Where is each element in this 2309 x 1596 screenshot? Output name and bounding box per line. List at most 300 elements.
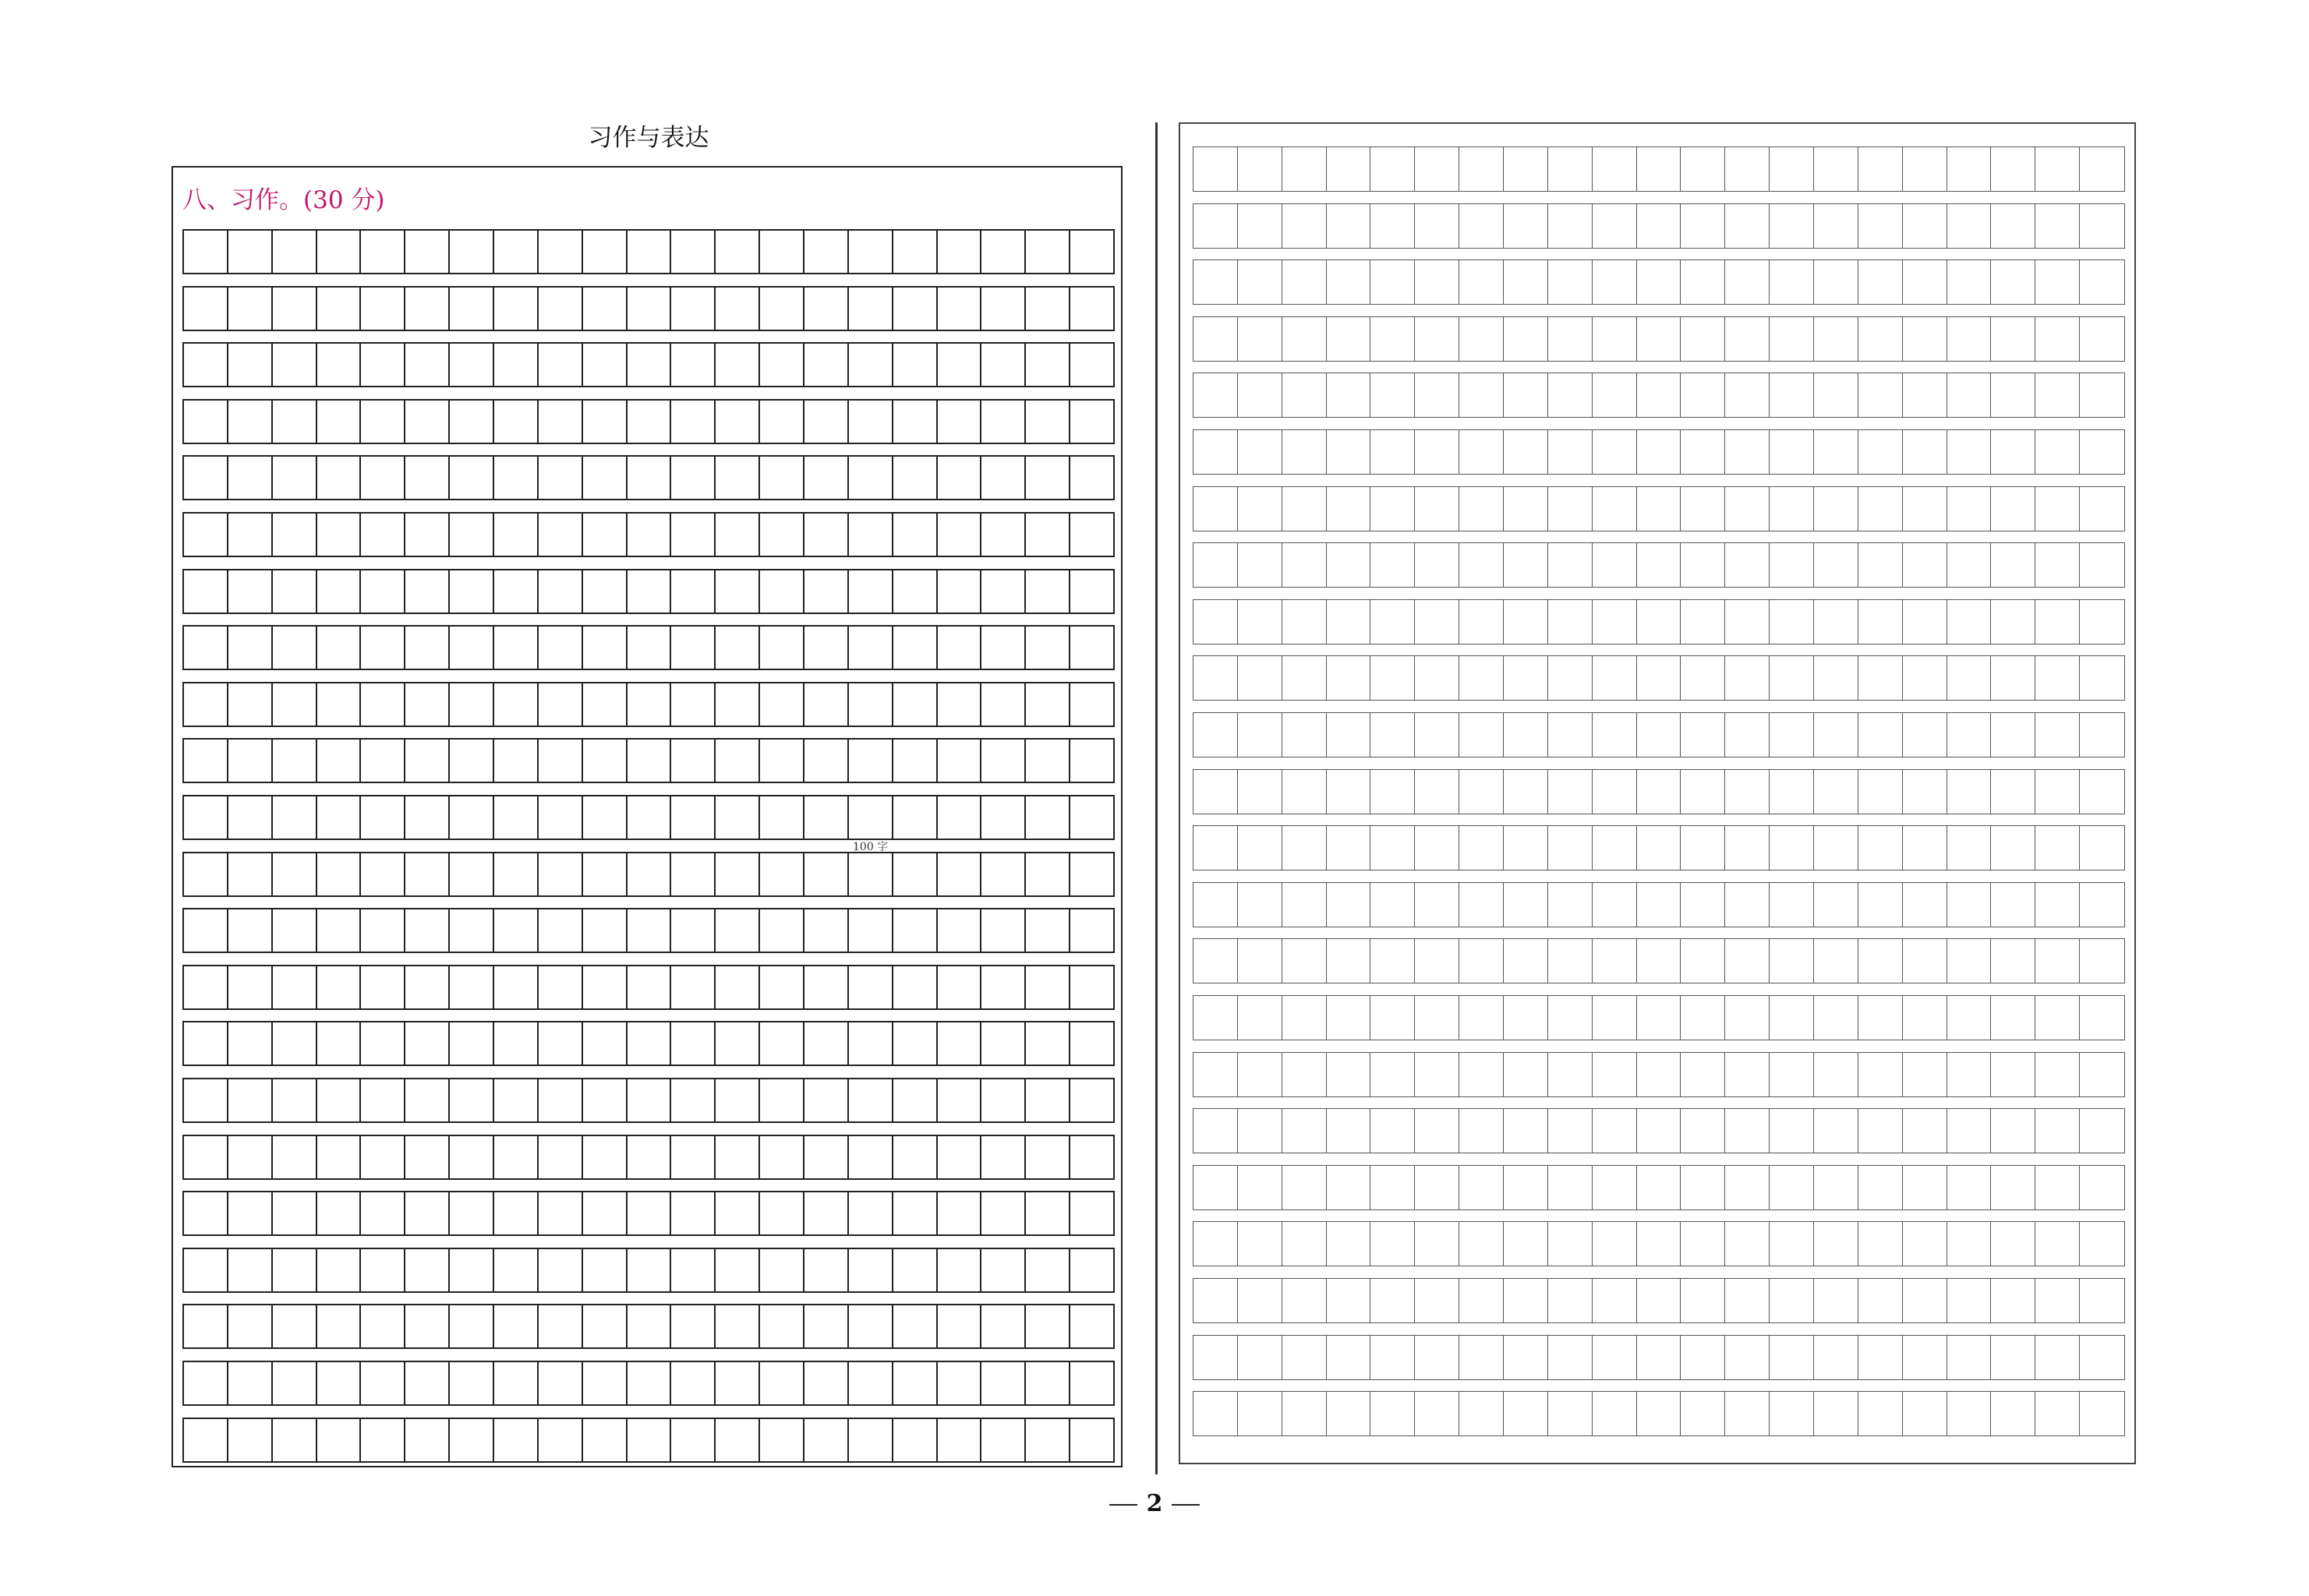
writing-cell[interactable] — [1636, 373, 1682, 418]
writing-cell[interactable] — [1769, 1278, 1815, 1323]
writing-cell[interactable] — [980, 1191, 1026, 1236]
writing-cell[interactable] — [537, 852, 583, 897]
writing-cell[interactable] — [847, 1021, 893, 1066]
writing-cell[interactable] — [803, 1361, 849, 1406]
writing-cell[interactable] — [758, 1078, 804, 1123]
writing-cell[interactable] — [758, 625, 804, 670]
writing-cell[interactable] — [1237, 373, 1283, 418]
writing-cell[interactable] — [892, 738, 938, 783]
writing-cell[interactable] — [714, 1418, 760, 1463]
writing-cell[interactable] — [537, 682, 583, 727]
writing-cell[interactable] — [892, 1248, 938, 1293]
writing-cell[interactable] — [1237, 1335, 1283, 1380]
writing-cell[interactable] — [2035, 1335, 2081, 1380]
writing-cell[interactable] — [1503, 655, 1549, 701]
writing-cell[interactable] — [1547, 1221, 1593, 1266]
writing-cell[interactable] — [404, 286, 450, 331]
writing-cell[interactable] — [582, 795, 628, 840]
writing-cell[interactable] — [1414, 316, 1460, 362]
writing-cell[interactable] — [1503, 260, 1549, 305]
writing-cell[interactable] — [980, 1361, 1026, 1406]
writing-cell[interactable] — [582, 455, 628, 500]
writing-cell[interactable] — [316, 625, 362, 670]
writing-cell[interactable] — [182, 1021, 228, 1066]
writing-cell[interactable] — [1459, 882, 1505, 927]
writing-cell[interactable] — [2079, 203, 2125, 249]
writing-cell[interactable] — [1024, 512, 1070, 557]
writing-cell[interactable] — [1237, 769, 1283, 814]
writing-cell[interactable] — [892, 1191, 938, 1236]
writing-cell[interactable] — [359, 852, 405, 897]
writing-cell[interactable] — [1282, 882, 1328, 927]
writing-cell[interactable] — [1024, 1248, 1070, 1293]
writing-cell[interactable] — [1902, 542, 1948, 588]
writing-cell[interactable] — [1902, 1391, 1948, 1436]
writing-cell[interactable] — [758, 455, 804, 500]
writing-cell[interactable] — [1547, 1335, 1593, 1380]
writing-cell[interactable] — [1414, 1221, 1460, 1266]
writing-cell[interactable] — [582, 1021, 628, 1066]
writing-cell[interactable] — [1990, 1278, 2036, 1323]
writing-cell[interactable] — [2035, 1278, 2081, 1323]
writing-cell[interactable] — [1370, 486, 1416, 531]
writing-cell[interactable] — [758, 399, 804, 444]
writing-cell[interactable] — [803, 342, 849, 387]
writing-cell[interactable] — [1724, 599, 1770, 644]
writing-cell[interactable] — [847, 852, 893, 897]
writing-cell[interactable] — [847, 1304, 893, 1349]
writing-cell[interactable] — [1193, 599, 1239, 644]
writing-cell[interactable] — [359, 1361, 405, 1406]
writing-cell[interactable] — [1459, 486, 1505, 531]
writing-cell[interactable] — [980, 1304, 1026, 1349]
writing-cell[interactable] — [1459, 373, 1505, 418]
writing-cell[interactable] — [1069, 512, 1115, 557]
writing-cell[interactable] — [1326, 373, 1372, 418]
writing-cell[interactable] — [847, 1135, 893, 1180]
writing-cell[interactable] — [1902, 1335, 1948, 1380]
writing-cell[interactable] — [1326, 712, 1372, 757]
writing-cell[interactable] — [1024, 908, 1070, 953]
writing-cell[interactable] — [1813, 1108, 1859, 1153]
writing-cell[interactable] — [2035, 429, 2081, 475]
writing-cell[interactable] — [1547, 995, 1593, 1040]
writing-cell[interactable] — [2035, 769, 2081, 814]
writing-cell[interactable] — [847, 1078, 893, 1123]
writing-cell[interactable] — [582, 1361, 628, 1406]
writing-cell[interactable] — [1724, 486, 1770, 531]
writing-cell[interactable] — [1193, 1108, 1239, 1153]
writing-cell[interactable] — [1326, 938, 1372, 983]
writing-cell[interactable] — [1636, 995, 1682, 1040]
writing-cell[interactable] — [271, 1248, 317, 1293]
writing-cell[interactable] — [1503, 1221, 1549, 1266]
writing-cell[interactable] — [1370, 316, 1416, 362]
writing-cell[interactable] — [892, 229, 938, 274]
writing-cell[interactable] — [316, 682, 362, 727]
writing-cell[interactable] — [847, 625, 893, 670]
writing-cell[interactable] — [493, 682, 539, 727]
writing-cell[interactable] — [758, 569, 804, 614]
writing-cell[interactable] — [1769, 995, 1815, 1040]
writing-cell[interactable] — [2079, 1221, 2125, 1266]
writing-cell[interactable] — [1769, 1052, 1815, 1097]
writing-cell[interactable] — [714, 738, 760, 783]
writing-cell[interactable] — [227, 682, 273, 727]
writing-cell[interactable] — [1069, 1418, 1115, 1463]
writing-cell[interactable] — [2079, 486, 2125, 531]
writing-cell[interactable] — [1459, 316, 1505, 362]
writing-cell[interactable] — [1459, 1165, 1505, 1210]
writing-cell[interactable] — [1636, 1391, 1682, 1436]
writing-cell[interactable] — [1193, 1391, 1239, 1436]
writing-cell[interactable] — [1237, 655, 1283, 701]
writing-cell[interactable] — [670, 342, 716, 387]
writing-cell[interactable] — [1990, 599, 2036, 644]
writing-cell[interactable] — [980, 569, 1026, 614]
writing-cell[interactable] — [1414, 260, 1460, 305]
writing-cell[interactable] — [1193, 1052, 1239, 1097]
writing-cell[interactable] — [359, 229, 405, 274]
writing-cell[interactable] — [1592, 769, 1638, 814]
writing-cell[interactable] — [1769, 1221, 1815, 1266]
writing-cell[interactable] — [448, 512, 494, 557]
writing-cell[interactable] — [1680, 825, 1726, 870]
writing-cell[interactable] — [1414, 882, 1460, 927]
writing-cell[interactable] — [2079, 1278, 2125, 1323]
writing-cell[interactable] — [847, 682, 893, 727]
writing-cell[interactable] — [271, 625, 317, 670]
writing-cell[interactable] — [1237, 1052, 1283, 1097]
writing-cell[interactable] — [271, 908, 317, 953]
writing-cell[interactable] — [448, 1021, 494, 1066]
writing-cell[interactable] — [1282, 769, 1328, 814]
writing-cell[interactable] — [448, 342, 494, 387]
writing-cell[interactable] — [537, 908, 583, 953]
writing-cell[interactable] — [316, 455, 362, 500]
writing-cell[interactable] — [1414, 1165, 1460, 1210]
writing-cell[interactable] — [537, 229, 583, 274]
writing-cell[interactable] — [1680, 1052, 1726, 1097]
writing-cell[interactable] — [1370, 1052, 1416, 1097]
writing-cell[interactable] — [1414, 486, 1460, 531]
writing-cell[interactable] — [182, 286, 228, 331]
writing-cell[interactable] — [1680, 1278, 1726, 1323]
writing-cell[interactable] — [1724, 712, 1770, 757]
writing-cell[interactable] — [404, 1418, 450, 1463]
writing-cell[interactable] — [1282, 1221, 1328, 1266]
writing-cell[interactable] — [936, 795, 982, 840]
writing-cell[interactable] — [980, 852, 1026, 897]
writing-cell[interactable] — [1282, 486, 1328, 531]
writing-cell[interactable] — [1282, 1391, 1328, 1436]
writing-cell[interactable] — [182, 1361, 228, 1406]
writing-cell[interactable] — [670, 286, 716, 331]
writing-cell[interactable] — [1069, 1248, 1115, 1293]
writing-cell[interactable] — [1592, 429, 1638, 475]
writing-cell[interactable] — [980, 738, 1026, 783]
writing-cell[interactable] — [1636, 882, 1682, 927]
writing-cell[interactable] — [1680, 429, 1726, 475]
writing-cell[interactable] — [1858, 147, 1904, 192]
writing-cell[interactable] — [404, 625, 450, 670]
writing-cell[interactable] — [227, 738, 273, 783]
writing-cell[interactable] — [847, 1248, 893, 1293]
writing-cell[interactable] — [448, 1191, 494, 1236]
writing-cell[interactable] — [758, 852, 804, 897]
writing-cell[interactable] — [448, 1248, 494, 1293]
writing-cell[interactable] — [1547, 260, 1593, 305]
writing-cell[interactable] — [1503, 429, 1549, 475]
writing-cell[interactable] — [803, 738, 849, 783]
writing-cell[interactable] — [1069, 399, 1115, 444]
writing-cell[interactable] — [1813, 1391, 1859, 1436]
writing-cell[interactable] — [1282, 316, 1328, 362]
writing-cell[interactable] — [1769, 769, 1815, 814]
writing-cell[interactable] — [758, 738, 804, 783]
writing-cell[interactable] — [404, 1021, 450, 1066]
writing-cell[interactable] — [404, 229, 450, 274]
writing-cell[interactable] — [1947, 1335, 1993, 1380]
writing-cell[interactable] — [626, 229, 672, 274]
writing-cell[interactable] — [1724, 1278, 1770, 1323]
writing-cell[interactable] — [1282, 260, 1328, 305]
writing-cell[interactable] — [1769, 147, 1815, 192]
writing-cell[interactable] — [1326, 995, 1372, 1040]
writing-cell[interactable] — [182, 908, 228, 953]
writing-cell[interactable] — [582, 1135, 628, 1180]
writing-cell[interactable] — [1724, 1165, 1770, 1210]
writing-cell[interactable] — [1370, 373, 1416, 418]
writing-cell[interactable] — [1680, 655, 1726, 701]
writing-cell[interactable] — [227, 965, 273, 1010]
writing-cell[interactable] — [980, 455, 1026, 500]
writing-cell[interactable] — [227, 512, 273, 557]
writing-cell[interactable] — [1947, 429, 1993, 475]
writing-cell[interactable] — [1858, 203, 1904, 249]
writing-cell[interactable] — [892, 1078, 938, 1123]
writing-cell[interactable] — [227, 908, 273, 953]
writing-cell[interactable] — [1724, 995, 1770, 1040]
writing-cell[interactable] — [537, 286, 583, 331]
writing-cell[interactable] — [582, 342, 628, 387]
writing-cell[interactable] — [1193, 1221, 1239, 1266]
writing-cell[interactable] — [892, 852, 938, 897]
writing-cell[interactable] — [626, 1304, 672, 1349]
writing-cell[interactable] — [847, 342, 893, 387]
writing-cell[interactable] — [892, 455, 938, 500]
writing-cell[interactable] — [1503, 1052, 1549, 1097]
writing-cell[interactable] — [670, 908, 716, 953]
writing-cell[interactable] — [1858, 1391, 1904, 1436]
writing-cell[interactable] — [1947, 1391, 1993, 1436]
writing-cell[interactable] — [980, 965, 1026, 1010]
writing-cell[interactable] — [1193, 825, 1239, 870]
writing-cell[interactable] — [316, 1135, 362, 1180]
writing-cell[interactable] — [1990, 1335, 2036, 1380]
writing-cell[interactable] — [1503, 203, 1549, 249]
writing-cell[interactable] — [182, 512, 228, 557]
writing-cell[interactable] — [1193, 486, 1239, 531]
writing-cell[interactable] — [1990, 995, 2036, 1040]
writing-cell[interactable] — [714, 625, 760, 670]
writing-cell[interactable] — [936, 852, 982, 897]
writing-cell[interactable] — [493, 342, 539, 387]
writing-cell[interactable] — [1680, 995, 1726, 1040]
writing-cell[interactable] — [1503, 1108, 1549, 1153]
writing-cell[interactable] — [1902, 147, 1948, 192]
writing-cell[interactable] — [1459, 1052, 1505, 1097]
writing-cell[interactable] — [182, 1191, 228, 1236]
writing-cell[interactable] — [1370, 1335, 1416, 1380]
writing-cell[interactable] — [271, 795, 317, 840]
writing-cell[interactable] — [1237, 429, 1283, 475]
writing-cell[interactable] — [2035, 1108, 2081, 1153]
writing-cell[interactable] — [1193, 995, 1239, 1040]
writing-cell[interactable] — [1282, 655, 1328, 701]
writing-cell[interactable] — [847, 1361, 893, 1406]
writing-cell[interactable] — [1282, 147, 1328, 192]
writing-cell[interactable] — [2035, 938, 2081, 983]
writing-cell[interactable] — [936, 625, 982, 670]
writing-cell[interactable] — [182, 455, 228, 500]
writing-cell[interactable] — [1193, 373, 1239, 418]
writing-cell[interactable] — [1503, 769, 1549, 814]
writing-cell[interactable] — [1503, 599, 1549, 644]
writing-cell[interactable] — [537, 1304, 583, 1349]
writing-cell[interactable] — [1193, 1335, 1239, 1380]
writing-cell[interactable] — [1069, 455, 1115, 500]
writing-cell[interactable] — [670, 795, 716, 840]
writing-cell[interactable] — [936, 399, 982, 444]
writing-cell[interactable] — [803, 286, 849, 331]
writing-cell[interactable] — [1724, 882, 1770, 927]
writing-cell[interactable] — [1990, 203, 2036, 249]
writing-cell[interactable] — [1813, 1278, 1859, 1323]
writing-cell[interactable] — [1858, 1278, 1904, 1323]
writing-cell[interactable] — [182, 625, 228, 670]
writing-cell[interactable] — [1947, 655, 1993, 701]
writing-cell[interactable] — [1858, 938, 1904, 983]
writing-cell[interactable] — [1990, 1108, 2036, 1153]
writing-cell[interactable] — [2079, 542, 2125, 588]
writing-cell[interactable] — [1724, 1108, 1770, 1153]
writing-cell[interactable] — [1069, 1078, 1115, 1123]
writing-cell[interactable] — [1769, 825, 1815, 870]
writing-cell[interactable] — [404, 1361, 450, 1406]
writing-cell[interactable] — [892, 342, 938, 387]
writing-cell[interactable] — [404, 399, 450, 444]
writing-cell[interactable] — [670, 399, 716, 444]
writing-cell[interactable] — [2079, 1391, 2125, 1436]
writing-cell[interactable] — [758, 1361, 804, 1406]
writing-cell[interactable] — [1990, 1165, 2036, 1210]
writing-cell[interactable] — [182, 1078, 228, 1123]
writing-cell[interactable] — [1503, 995, 1549, 1040]
writing-cell[interactable] — [1858, 712, 1904, 757]
writing-cell[interactable] — [1237, 203, 1283, 249]
writing-cell[interactable] — [1592, 599, 1638, 644]
writing-cell[interactable] — [1947, 373, 1993, 418]
writing-cell[interactable] — [1813, 429, 1859, 475]
writing-cell[interactable] — [2079, 147, 2125, 192]
writing-cell[interactable] — [1680, 260, 1726, 305]
writing-cell[interactable] — [359, 738, 405, 783]
writing-cell[interactable] — [316, 1248, 362, 1293]
writing-cell[interactable] — [227, 1361, 273, 1406]
writing-cell[interactable] — [936, 342, 982, 387]
writing-cell[interactable] — [758, 1021, 804, 1066]
writing-cell[interactable] — [626, 569, 672, 614]
writing-cell[interactable] — [1947, 882, 1993, 927]
writing-cell[interactable] — [2079, 712, 2125, 757]
writing-cell[interactable] — [803, 1021, 849, 1066]
writing-cell[interactable] — [1459, 825, 1505, 870]
writing-cell[interactable] — [582, 1078, 628, 1123]
writing-cell[interactable] — [316, 569, 362, 614]
writing-cell[interactable] — [626, 1021, 672, 1066]
writing-cell[interactable] — [1902, 373, 1948, 418]
writing-cell[interactable] — [359, 1078, 405, 1123]
writing-cell[interactable] — [1547, 599, 1593, 644]
writing-cell[interactable] — [1503, 373, 1549, 418]
writing-cell[interactable] — [714, 512, 760, 557]
writing-cell[interactable] — [1237, 938, 1283, 983]
writing-cell[interactable] — [803, 908, 849, 953]
writing-cell[interactable] — [1370, 655, 1416, 701]
writing-cell[interactable] — [2035, 825, 2081, 870]
writing-cell[interactable] — [1902, 825, 1948, 870]
writing-cell[interactable] — [1069, 286, 1115, 331]
writing-cell[interactable] — [1858, 995, 1904, 1040]
writing-cell[interactable] — [316, 795, 362, 840]
writing-cell[interactable] — [936, 229, 982, 274]
writing-cell[interactable] — [1193, 147, 1239, 192]
writing-cell[interactable] — [316, 399, 362, 444]
writing-cell[interactable] — [1592, 1278, 1638, 1323]
writing-cell[interactable] — [1503, 1335, 1549, 1380]
writing-cell[interactable] — [1414, 825, 1460, 870]
writing-cell[interactable] — [1592, 147, 1638, 192]
writing-cell[interactable] — [1858, 1221, 1904, 1266]
writing-cell[interactable] — [2035, 599, 2081, 644]
writing-cell[interactable] — [1237, 486, 1283, 531]
writing-cell[interactable] — [1724, 938, 1770, 983]
writing-cell[interactable] — [1193, 655, 1239, 701]
writing-cell[interactable] — [359, 795, 405, 840]
writing-cell[interactable] — [316, 852, 362, 897]
writing-cell[interactable] — [626, 965, 672, 1010]
writing-cell[interactable] — [626, 455, 672, 500]
writing-cell[interactable] — [892, 512, 938, 557]
writing-cell[interactable] — [359, 1191, 405, 1236]
writing-cell[interactable] — [1813, 1221, 1859, 1266]
writing-cell[interactable] — [582, 625, 628, 670]
writing-cell[interactable] — [714, 965, 760, 1010]
writing-cell[interactable] — [2035, 712, 2081, 757]
writing-cell[interactable] — [803, 512, 849, 557]
writing-cell[interactable] — [936, 1021, 982, 1066]
writing-cell[interactable] — [2035, 995, 2081, 1040]
writing-cell[interactable] — [1370, 1278, 1416, 1323]
writing-cell[interactable] — [714, 1361, 760, 1406]
writing-cell[interactable] — [359, 908, 405, 953]
writing-cell[interactable] — [1947, 769, 1993, 814]
writing-cell[interactable] — [1724, 1391, 1770, 1436]
writing-cell[interactable] — [1724, 769, 1770, 814]
writing-cell[interactable] — [1902, 599, 1948, 644]
writing-cell[interactable] — [1069, 852, 1115, 897]
